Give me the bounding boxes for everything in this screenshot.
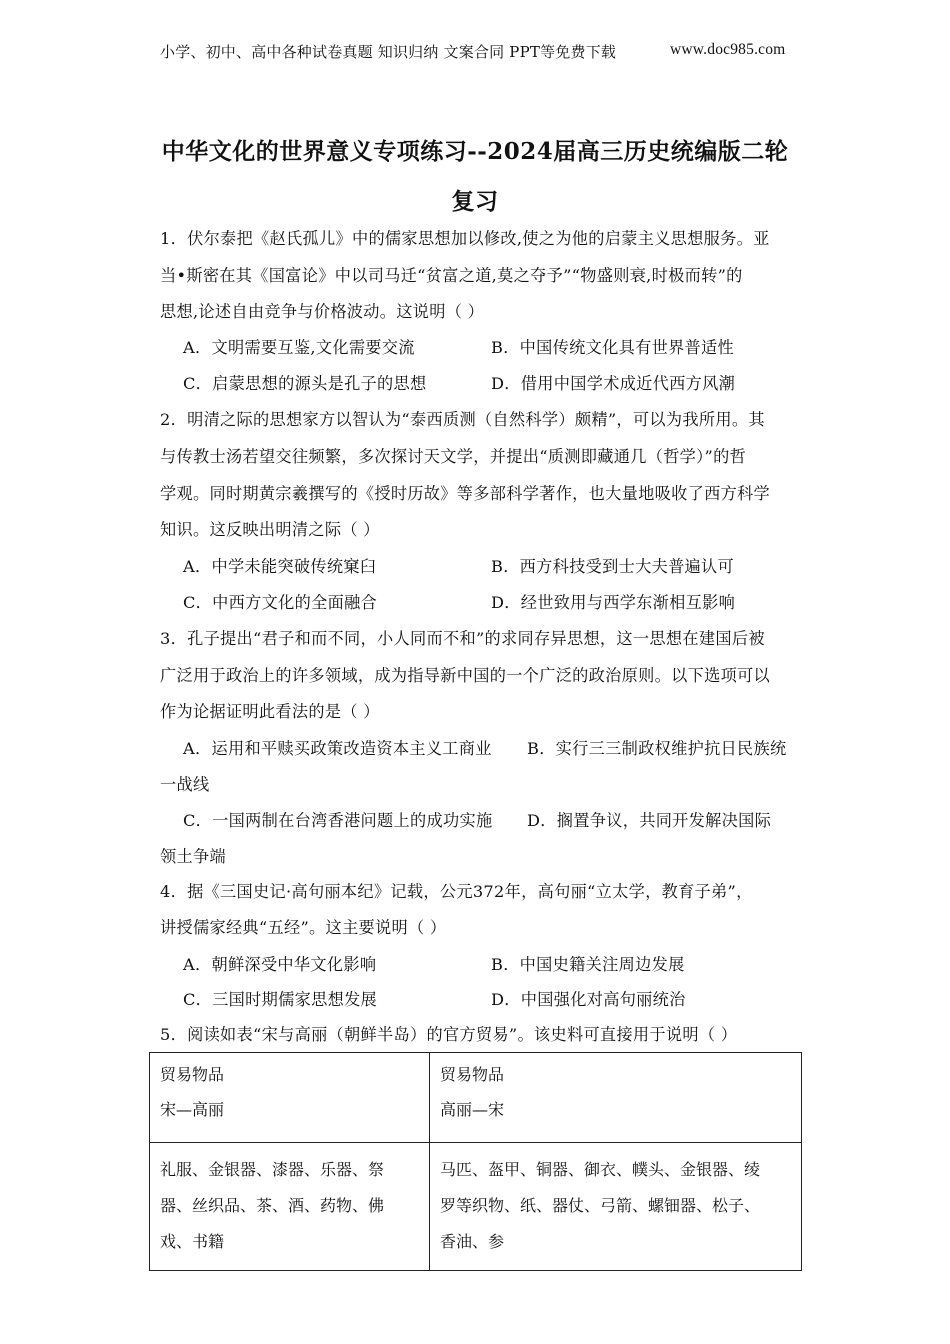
q1-option-b[interactable]: B．中国传统文化具有世界普适性: [491, 338, 735, 357]
table-cell-line: 罗等织物、纸、器仗、弓箭、螺钿器、松子、: [440, 1196, 761, 1215]
trade-table: [149, 1052, 802, 1271]
q1-stem-line: 当•斯密在其《国富论》中以司马迁“贫富之道,莫之夺予”“物盛则衰,时极而转”的: [160, 266, 743, 285]
table-header-text: 贸易物品: [440, 1065, 505, 1084]
q1-option-c[interactable]: C．启蒙思想的源头是孔子的思想: [183, 374, 427, 393]
q2-option-b[interactable]: B．西方科技受到士大夫普遍认可: [491, 557, 735, 576]
table-cell-line: 马匹、盔甲、铜器、御衣、幞头、金银器、绫: [440, 1160, 761, 1179]
q3-option-b-continued: 一战线: [160, 775, 210, 794]
table-header-row: [150, 1053, 802, 1143]
q4-stem-line: 4．据《三国史记·高句丽本纪》记载，公元372年，高句丽“立太学，教育子弟”，: [160, 882, 753, 901]
table-cell-goryeo-to-song: [430, 1143, 802, 1271]
table-header-cell: [430, 1053, 802, 1143]
q3-option-d[interactable]: D．搁置争议，共同开发解决国际: [527, 811, 772, 830]
table-row: [150, 1143, 802, 1271]
q3-option-c[interactable]: C．一国两制在台湾香港问题上的成功实施: [183, 811, 493, 830]
table-cell-line: 礼服、金银器、漆器、乐器、祭: [160, 1160, 385, 1179]
header-tagline: 小学、初中、高中各种试卷真题 知识归纳 文案合同 PPT等免费下载: [160, 43, 617, 61]
q2-option-a[interactable]: A．中学未能突破传统窠臼: [183, 557, 377, 576]
q3-stem-line: 广泛用于政治上的许多领域，成为指导新中国的一个广泛的政治原则。以下选项可以: [160, 666, 771, 685]
table-cell-line: 香油、参: [440, 1232, 505, 1251]
q4-stem-line: 讲授儒家经典“五经”。这主要说明（ ）: [160, 918, 447, 937]
q4-option-a[interactable]: A．朝鲜深受中华文化影响: [183, 955, 377, 974]
table-cell-line: 器、丝织品、茶、酒、药物、佛: [160, 1196, 385, 1215]
q3-option-b[interactable]: B．实行三三制政权维护抗日民族统: [527, 739, 787, 758]
table-header-subtext: 高丽—宋: [440, 1100, 505, 1119]
q2-stem-line: 2．明清之际的思想家方以智认为“泰西质测（自然科学）颇精”，可以为我所用。其: [160, 410, 765, 429]
q2-stem-line: 与传教士汤若望交往频繁，多次探讨天文学，并提出“质测即藏通几（哲学）”的哲: [160, 447, 747, 466]
table-cell-line: 戏、书籍: [160, 1232, 225, 1251]
q4-option-b[interactable]: B．中国史籍关注周边发展: [491, 955, 685, 974]
q2-stem-line: 学观。同时期黄宗羲撰写的《授时历故》等多部科学著作，也大量地吸收了西方科学: [160, 484, 771, 503]
q5-stem: 5．阅读如表“宋与高丽（朝鲜半岛）的官方贸易”。该史料可直接用于说明（ ）: [160, 1025, 738, 1044]
q4-option-d[interactable]: D．中国强化对高句丽统治: [491, 990, 686, 1009]
doc-title-line2: 复习: [451, 188, 499, 215]
q1-stem-line: 思想,论述自由竞争与价格波动。这说明（ ）: [160, 302, 485, 321]
q1-option-a[interactable]: A．文明需要互鉴,文化需要交流: [183, 338, 415, 357]
q3-stem-line: 3．孔子提出“君子和而不同，小人同而不和”的求同存异思想，这一思想在建国后被: [160, 629, 765, 648]
header-site-url[interactable]: www.doc985.com: [670, 41, 786, 58]
doc-title-line1: 中华文化的世界意义专项练习--2024届高三历史统编版二轮: [161, 138, 789, 165]
q4-option-c[interactable]: C．三国时期儒家思想发展: [183, 990, 378, 1009]
q2-option-c[interactable]: C．中西方文化的全面融合: [183, 593, 378, 612]
table-header-subtext: 宋—高丽: [160, 1100, 225, 1119]
q1-option-d[interactable]: D．借用中国学术成近代西方风潮: [491, 374, 736, 393]
q2-stem-line: 知识。这反映出明清之际（ ）: [160, 520, 380, 539]
q1-stem-line: 1．伏尔泰把《赵氏孤儿》中的儒家思想加以修改,使之为他的启蒙主义思想服务。亚: [160, 229, 770, 248]
table-cell-song-to-goryeo: [150, 1143, 430, 1271]
table-header-cell: [150, 1053, 430, 1143]
table-header-text: 贸易物品: [160, 1065, 225, 1084]
q3-option-a[interactable]: A．运用和平赎买政策改造资本主义工商业: [183, 739, 492, 758]
q2-option-d[interactable]: D．经世致用与西学东渐相互影响: [491, 593, 736, 612]
page-header: [160, 41, 786, 62]
q3-option-d-continued: 领土争端: [160, 847, 226, 866]
q3-stem-line: 作为论据证明此看法的是（ ）: [160, 702, 380, 721]
